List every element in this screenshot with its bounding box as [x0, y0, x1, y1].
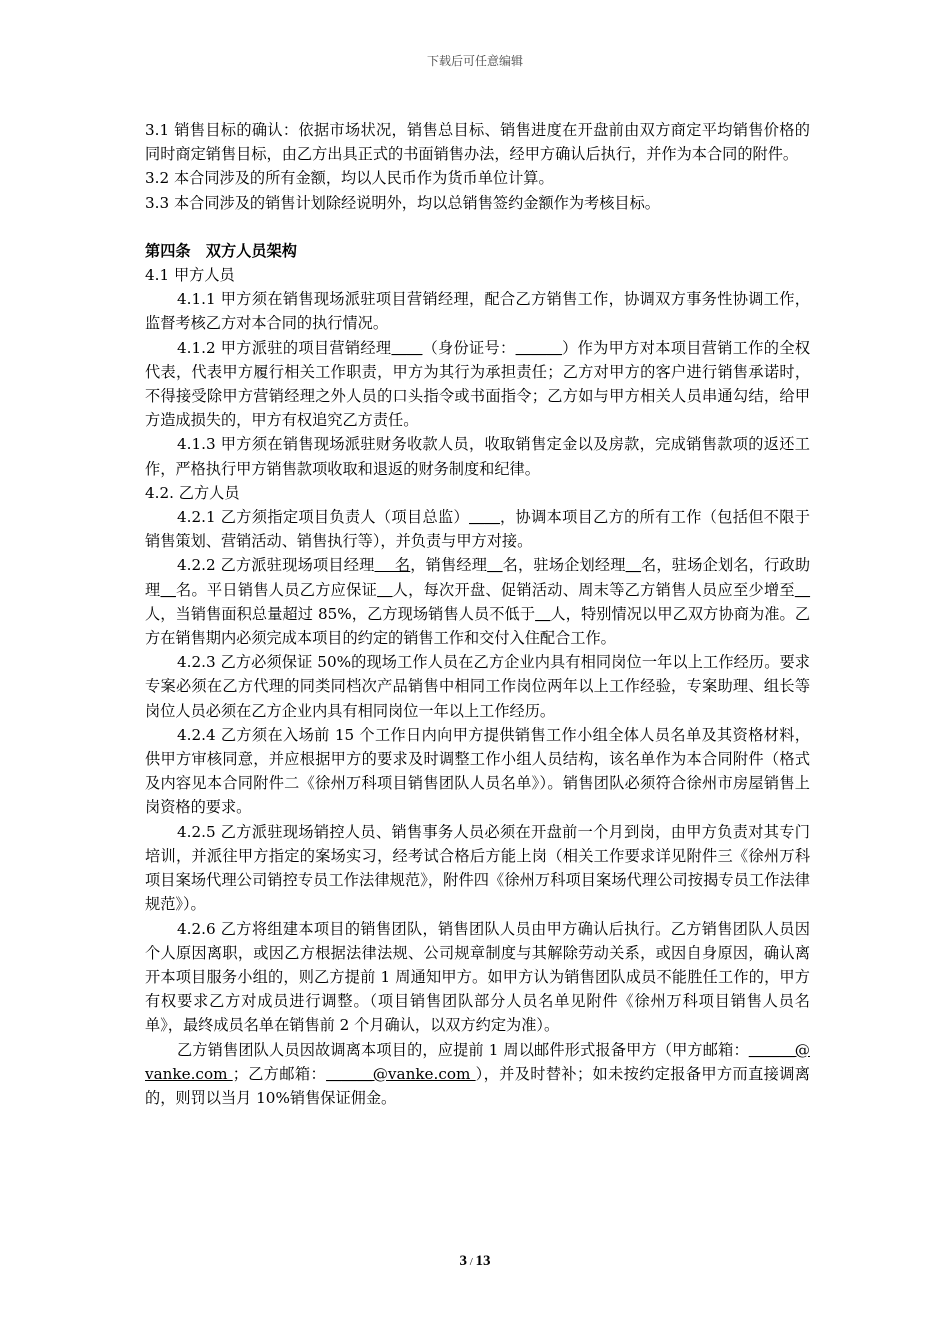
director-name-blank: ＿＿ — [469, 508, 501, 527]
text-segment: 4.2.1 乙方须指定项目负责人（项目总监） — [177, 508, 470, 527]
count-blank: ＿ — [377, 580, 393, 599]
page-separator: / — [466, 1256, 476, 1268]
count-blank: ＿ — [487, 556, 503, 575]
clause-staff-transfer — [145, 1038, 810, 1111]
clause-4-1-1: 4.1.1 甲方须在销售现场派驻项目营销经理，配合乙方销售工作，协调双方事务性协调工作，监督考核乙方对本合同的执行情况。 — [145, 290, 810, 333]
text-segment: ；乙方邮箱： — [232, 1064, 327, 1083]
manager-name-blank: ＿＿ — [391, 338, 423, 357]
document-body — [145, 118, 810, 1110]
clause-4-1-2 — [145, 336, 810, 433]
party-a-email: ＿＿＿@vanke.com — [145, 1040, 810, 1083]
text-segment: 名。平日销售人员乙方应保证 — [175, 580, 378, 599]
text-segment: 名，驻场企划经理 — [502, 556, 626, 575]
text-segment: 4.2.2 乙方派驻现场项目经理 — [177, 556, 375, 575]
text-segment: 名，驻场企划名，行政助理 — [145, 556, 811, 599]
count-blank: ＿ — [160, 580, 176, 599]
text-segment: 人，每次开盘、促销活动、周末等乙方销售人员应至少增至 — [392, 580, 795, 599]
id-number-blank: ＿＿＿ — [515, 338, 563, 357]
subsection-4-2-title: 4.2. 乙方人员 — [145, 483, 240, 502]
current-page: 3 — [459, 1253, 467, 1269]
text-segment: ，协调本项目乙方的所有工作（包括但不限于销售策划、营销活动、销售执行等），并负责与甲方对接。 — [145, 508, 810, 551]
clause-4-2-4: 4.2.4 乙方须在入场前 15 个工作日内向甲方提供销售工作小组全体人员名单及其资格材料，供甲方审核同意，并应根据甲方的要求及时调整工作小组人员结构，该名单作为本合同附件（格式及内容见本合同附件二《徐州万科项目销售团队人员名单》）。销售团队必须符合徐州市房屋销售上岗资格的要求。 — [145, 725, 810, 817]
text-segment: ）作为甲方对本项目营销工作的全权代表，代表甲方履行相关工作职责，甲方为其行为承担责任；乙方对甲方的客户进行销售承诺时，不得接受除甲方营销经理之外人员的口头指令或书面指令；乙方如与甲方相关人员串通勾结，给甲方造成损失的，甲方有权追究乙方责任。 — [145, 338, 811, 430]
clause-4-2-6: 4.2.6 乙方将组建本项目的销售团队，销售团队人员由甲方确认后执行。乙方销售团队人员因个人原因离职，或因乙方根据法律法规、公司规章制度与其解除劳动关系，或因自身原因，确认离开本项目服务小组的，则乙方提前 1 周通知甲方。如甲方认为销售团队成员不能胜任工作的，甲方有权要求乙方对成员进行调整。（项目销售团队部分人员名单见附件《徐州万科项目销售人员名单》，最终成员名单在销售前 2 个月确认，以双方约定为准）。 — [145, 919, 810, 1035]
text-segment: 人，特别情况以甲乙双方协商为准。乙方在销售期内必须完成本项目的约定的销售工作和交付入住配合工作。 — [145, 604, 811, 648]
text-segment: 乙方销售团队人员因故调离本项目的，应提前 1 周以邮件形式报备甲方（甲方邮箱： — [177, 1040, 749, 1059]
page-header: 下载后可任意编辑 — [426, 54, 523, 68]
clause-4-2-1 — [145, 505, 810, 553]
text-segment: ，销售经理 — [410, 556, 488, 575]
clause-4-2-5: 4.2.5 乙方派驻现场销控人员、销售事务人员必须在开盘前一个月到岗，由甲方负责对其专门培训，并派往甲方指定的案场实习，经考试合格后方能上岗（相关工作要求详见附件三《徐州万科项目案场代理公司销控专员工作法律规范》，附件四《徐州万科项目案场代理公司按揭专员工作法律规范》）。 — [145, 822, 810, 914]
total-pages: 13 — [475, 1253, 491, 1269]
subsection-4-1-title: 4.1 甲方人员 — [145, 266, 235, 285]
clause-3-2: 3.2 本合同涉及的所有金额，均以人民币作为货币单位计算。 — [145, 169, 554, 188]
count-blank: ＿ — [535, 604, 551, 623]
clause-3-3: 3.3 本合同涉及的销售计划除经说明外，均以总销售签约金额作为考核目标。 — [145, 193, 660, 212]
count-blank: ＿ — [625, 556, 642, 575]
clause-4-2-3: 4.2.3 乙方必须保证 50%的现场工作人员在乙方企业内具有相同岗位一年以上工作经历。要求专案必须在乙方代理的同类同档次产品销售中相同工作岗位两年以上工作经验，专案助理、组长等岗位人员必须在乙方企业内具有相同岗位一年以上工作经历。 — [145, 653, 810, 720]
count-blank: ＿ — [794, 580, 811, 599]
article-4-heading: 第四条 双方人员架构 — [145, 241, 297, 260]
count-blank: 名 — [374, 556, 411, 575]
party-b-email: ＿＿＿@vanke.com — [326, 1064, 476, 1083]
page-number — [0, 1253, 950, 1270]
clause-3-1: 3.1 销售目标的确认：依据市场状况，销售总目标、销售进度在开盘前由双方商定平均销售价格的同时商定销售目标，由乙方出具正式的书面销售办法，经甲方确认后执行，并作为本合同的附件。 — [145, 121, 810, 164]
text-segment: 4.1.2 甲方派驻的项目营销经理 — [177, 338, 392, 357]
text-segment: 人，当销售面积总量超过 85%，乙方现场销售人员不低于 — [145, 604, 536, 623]
clause-4-2-2 — [145, 553, 810, 650]
clause-4-1-3: 4.1.3 甲方须在销售现场派驻财务收款人员，收取销售定金以及房款，完成销售款项的返还工作，严格执行甲方销售款项收取和退返的财务制度和纪律。 — [145, 435, 810, 478]
text-segment: （身份证号： — [422, 338, 516, 357]
text-segment: ），并及时替补；如未按约定报备甲方而直接调离的，则罚以当月 10%销售保证佣金。 — [145, 1064, 810, 1107]
